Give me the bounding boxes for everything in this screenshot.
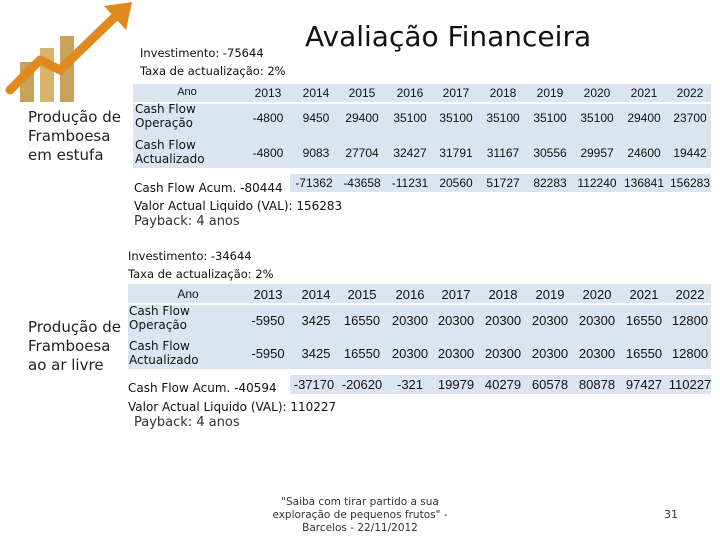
acum-cell: 97427 (625, 377, 663, 392)
cashflow-cell: 35100 (580, 111, 614, 125)
actual-cell: 20300 (484, 346, 522, 361)
section1-investment: Investimento: -75644 (140, 46, 264, 60)
cashflow-cell: -5950 (251, 313, 285, 328)
year-cell: 2015 (347, 287, 377, 302)
actual-cell: 9083 (302, 146, 330, 160)
year-cell: 2020 (582, 287, 612, 302)
actual-cell: 20300 (437, 346, 475, 361)
actual-cell: 19442 (673, 146, 707, 160)
section2-van: Valor Actual Liquido (VAL): 110227 (128, 400, 337, 414)
cashflow-cell: 35100 (393, 111, 427, 125)
section2-cashflow-label: Cash Flow Operação (129, 304, 190, 332)
page-number: 31 (664, 508, 678, 521)
actual-cell: 20300 (531, 346, 569, 361)
acum-cell: -11231 (391, 176, 429, 190)
section1-year-header: Ano (177, 86, 197, 98)
actual-cell: 29957 (580, 146, 614, 160)
actual-cell: 20300 (391, 346, 429, 361)
year-cell: 2019 (535, 287, 565, 302)
cashflow-cell: 12800 (671, 313, 709, 328)
section1-payback: Payback: 4 anos (134, 214, 240, 229)
section2-investment: Investimento: -34644 (128, 249, 252, 263)
acum-cell: 19979 (437, 377, 475, 392)
section2-actual-label: Cash Flow Actualizado (129, 339, 199, 367)
year-cell: 2018 (488, 287, 518, 302)
cashflow-cell: 20300 (484, 313, 522, 328)
year-cell: 2017 (441, 287, 471, 302)
cashflow-cell: 20300 (531, 313, 569, 328)
acum-cell: -43658 (343, 176, 381, 190)
acum-cell: 82283 (533, 176, 567, 190)
cashflow-cell: 9450 (302, 111, 330, 125)
section1-actual-label: Cash Flow Actualizado (135, 138, 205, 166)
cashflow-cell: 35100 (439, 111, 473, 125)
cashflow-cell: 35100 (533, 111, 567, 125)
cashflow-cell: 35100 (486, 111, 520, 125)
acum-cell: 20560 (439, 176, 473, 190)
cashflow-cell: 16550 (625, 313, 663, 328)
section1-label: Produção de Framboesa em estufa (28, 108, 121, 164)
acum-cell: 80878 (578, 377, 616, 392)
acum-cell: 110227 (668, 377, 712, 392)
acum-cell: 136841 (623, 176, 665, 190)
cashflow-cell: 16550 (343, 313, 381, 328)
actual-cell: 20300 (578, 346, 616, 361)
actual-cell: 12800 (671, 346, 709, 361)
year-cell: 2021 (629, 287, 659, 302)
section2-year-header: Ano (177, 287, 199, 301)
section1-cashflow-label: Cash Flow Operação (135, 102, 196, 130)
actual-cell: 16550 (343, 346, 381, 361)
acum-cell: 51727 (486, 176, 520, 190)
cashflow-cell: 20300 (391, 313, 429, 328)
section1-rate: Taxa de actualização: 2% (140, 64, 286, 78)
cashflow-cell: 3425 (301, 313, 331, 328)
section1-acum-label: Cash Flow Acum. -80444 (134, 181, 283, 195)
actual-cell: 32427 (393, 146, 427, 160)
year-cell: 2013 (253, 287, 283, 302)
year-cell: 2021 (630, 86, 658, 100)
acum-cell: -37170 (293, 377, 335, 392)
acum-cell: 156283 (669, 176, 711, 190)
section2-label: Produção de Framboesa ao ar livre (28, 318, 121, 374)
cashflow-cell: 20300 (578, 313, 616, 328)
section2-acum-label: Cash Flow Acum. -40594 (128, 381, 277, 395)
actual-cell: -4800 (252, 146, 284, 160)
actual-cell: 16550 (625, 346, 663, 361)
growth-arrow-icon (0, 0, 140, 110)
year-cell: 2016 (396, 86, 424, 100)
slide-title: Avaliação Financeira (305, 20, 592, 53)
cashflow-cell: -4800 (252, 111, 284, 125)
year-cell: 2022 (676, 86, 704, 100)
actual-cell: 31791 (439, 146, 473, 160)
year-cell: 2016 (395, 287, 425, 302)
year-cell: 2020 (583, 86, 611, 100)
acum-cell: -71362 (295, 176, 333, 190)
section1-van: Valor Actual Liquido (VAL): 156283 (134, 199, 343, 213)
acum-cell: 112240 (577, 176, 617, 190)
section2-payback: Payback: 4 anos (134, 415, 240, 430)
year-cell: 2014 (301, 287, 331, 302)
acum-cell: -20620 (341, 377, 383, 392)
acum-cell: 60578 (531, 377, 569, 392)
cashflow-cell: 29400 (345, 111, 379, 125)
actual-cell: 30556 (533, 146, 567, 160)
slide-footer: "Saiba com tirar partido a sua exploração de pequenos frutos" - Barcelos - 22/11/2012 (272, 496, 448, 534)
actual-cell: 27704 (345, 146, 379, 160)
actual-cell: 24600 (627, 146, 661, 160)
year-cell: 2022 (675, 287, 705, 302)
cashflow-cell: 29400 (627, 111, 661, 125)
actual-cell: -5950 (251, 346, 285, 361)
section2-rate: Taxa de actualização: 2% (128, 267, 274, 281)
cashflow-cell: 23700 (673, 111, 707, 125)
year-cell: 2017 (442, 86, 470, 100)
year-cell: 2015 (348, 86, 376, 100)
year-cell: 2014 (302, 86, 330, 100)
year-cell: 2018 (489, 86, 517, 100)
year-cell: 2013 (254, 86, 282, 100)
acum-cell: -321 (396, 377, 424, 392)
acum-cell: 40279 (484, 377, 522, 392)
actual-cell: 31167 (486, 146, 520, 160)
cashflow-cell: 20300 (437, 313, 475, 328)
actual-cell: 3425 (301, 346, 331, 361)
year-cell: 2019 (536, 86, 564, 100)
